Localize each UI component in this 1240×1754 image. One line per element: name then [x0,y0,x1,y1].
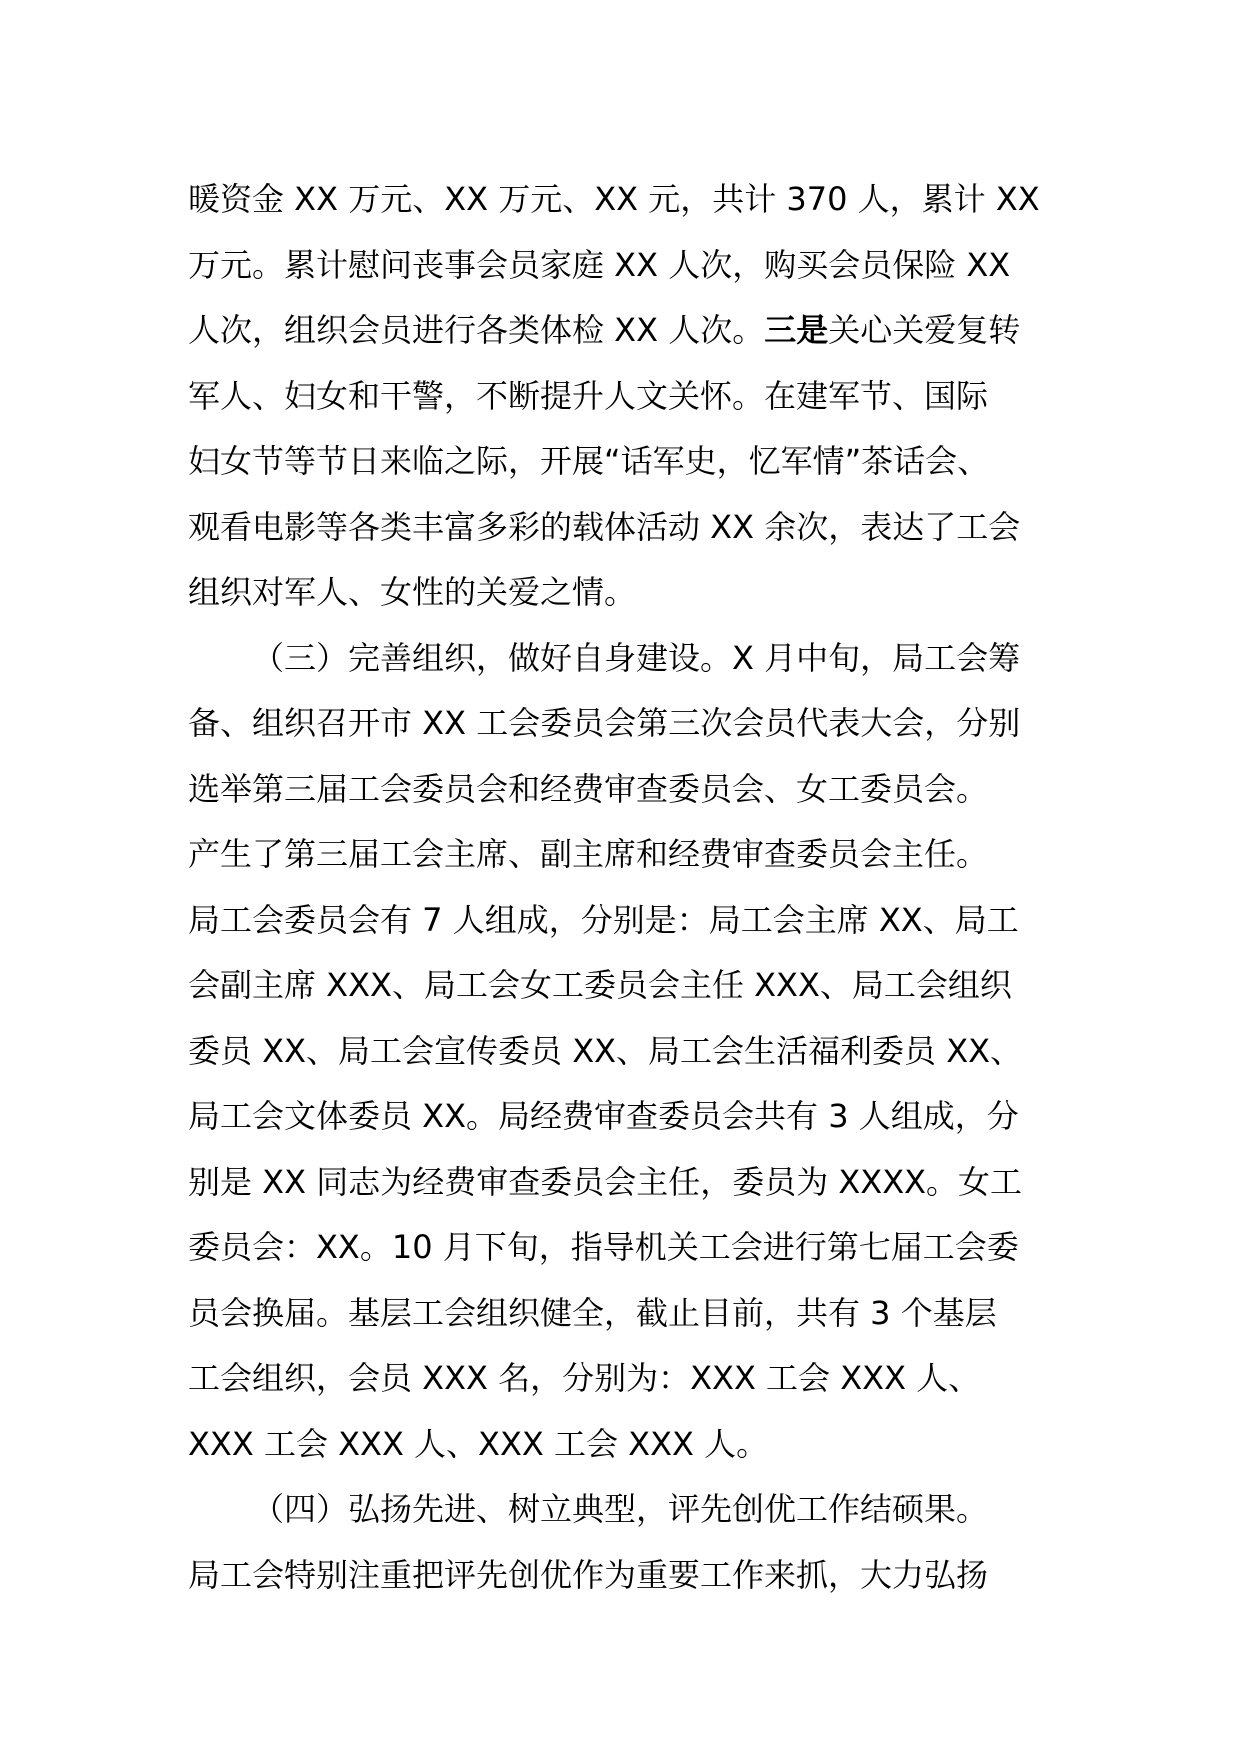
text-line [188,298,1068,364]
text-line: 选举第三届工会委员会和经费审查委员会、女工委员会。 [188,769,989,808]
text-segment: 关心关爱复转 [828,311,1021,349]
text-line: 员会换届。基层工会组织健全，截止目前，共有 3 个基层 [188,1293,997,1332]
text-segment: 人次，组织会员进行各类体检 XX 人次。 [188,311,765,349]
text-line: 万元。累计慰问丧事会员家庭 XX 人次，购买会员保险 XX [188,245,1011,284]
text-line: 会副主席 XXX、局工会女工委员会主任 XXX、局工会组织 [188,966,1012,1004]
text-line: 局工会文体委员 XX。局经费审查委员会共有 3 人组成，分 [188,1097,1019,1135]
text-line: 观看电影等各类丰富多彩的载体活动 XX 余次，表达了工会 [188,507,1021,546]
text-line: 局工会委员会有 7 人组成，分别是：局工会主席 XX、局工 [188,900,1019,939]
text-line: 组织对军人、女性的关爱之情。 [188,573,637,611]
text-line: 工会组织，会员 XXX 名，分别为：XXX 工会 XXX 人、 [188,1359,981,1397]
text-line: 别是 XX 同志为经费审查委员会主任，委员为 XXXX。女工 [188,1162,1023,1201]
text-line: 产生了第三届工会主席、副主席和经费审查委员会主任。 [188,835,989,873]
bold-keyword: 三是 [764,311,829,349]
section-heading-3: （三）完善组织，做好自身建设。X 月中旬，局工会筹 [252,638,1021,677]
text-line: 局工会特别注重把评先创优作为重要工作来抓，大力弘扬 [188,1555,989,1594]
text-line: XXX 工会 XXX 人、XXX 工会 XXX 人。 [188,1424,769,1463]
section-heading-4: （四）弘扬先进、树立典型，评先创优工作结硕果。 [252,1490,989,1528]
document-page [188,167,1068,1608]
text-line: 备、组织召开市 XX 工会委员会第三次会员代表大会，分别 [188,704,1021,742]
text-line: 妇女节等节日来临之际，开展“话军史，忆军情”茶话会、 [188,442,990,480]
text-line: 委员会：XX。10 月下旬，指导机关工会进行第七届工会委 [188,1228,1019,1266]
text-line: 军人、妇女和干警，不断提升人文关怀。在建军节、国际 [188,376,989,415]
text-line: 暖资金 XX 万元、XX 万元、XX 元，共计 370 人，累计 XX [188,180,1040,218]
text-line: 委员 XX、局工会宣传委员 XX、局工会生活福利委员 XX、 [188,1031,1023,1070]
